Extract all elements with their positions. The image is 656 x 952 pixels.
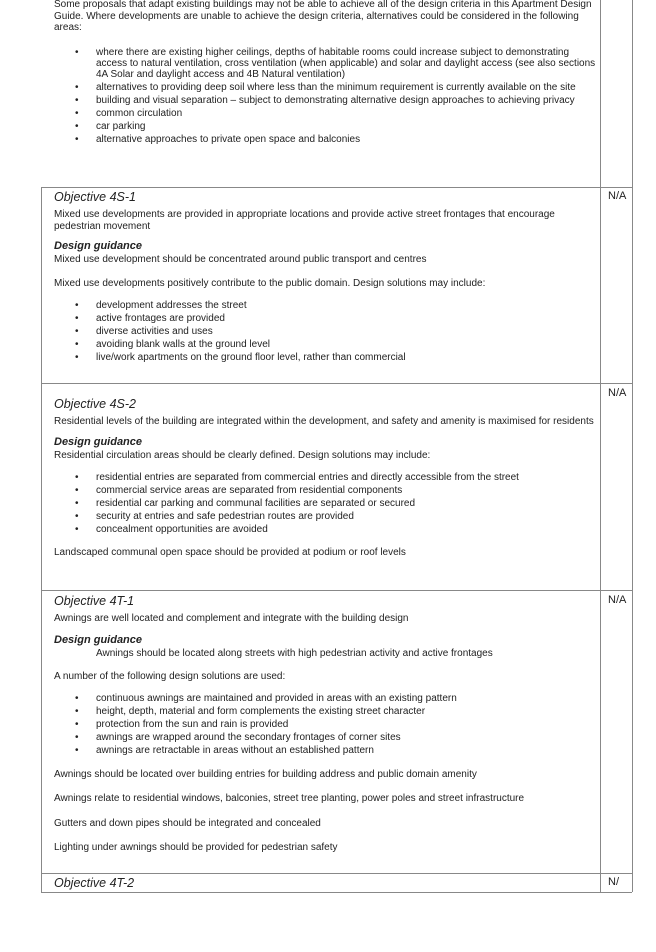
list-item: • residential car parking and communal facilities are separated or secured — [54, 498, 599, 509]
guidance-paragraph: Gutters and down pipes should be integrated and concealed — [54, 817, 321, 829]
na-cell: N/A — [608, 594, 627, 606]
list-item: • continuous awnings are maintained and provided in areas with an existing pattern — [54, 693, 599, 704]
objective-statement: Residential levels of the building are integrated within the development, and safety and amenity is maximised for residents — [54, 416, 594, 427]
list-item: • commercial service areas are separated from residential components — [54, 485, 599, 496]
list-item: • protection from the sun and rain is provided — [54, 719, 599, 730]
list-item: • live/work apartments on the ground floor level, rather than commercial — [54, 352, 599, 363]
list-item: • where there are existing higher ceilings, depths of habitable rooms could increase subject to demonstrating access to natural ventilation, cross ventilation (when applicable) and solar and daylight access (see also sections 4A Solar and daylight access and 4B Natural ventilation) — [54, 47, 599, 80]
objective-title: Objective 4S-2 — [54, 397, 136, 411]
na-cell: N/A — [608, 190, 627, 202]
intro-bullet-list — [54, 47, 599, 145]
guidance-paragraph: Awnings should be located over building entries for building address and public domain amenity — [54, 768, 477, 780]
list-item: • residential entries are separated from commercial entries and directly accessible from the street — [54, 472, 599, 483]
intro-text: Some proposals that adapt existing buildings may not be able to achieve all of the design criteria in this Apartment Design Guide. Where developments are unable to achieve the design criteria, alternatives could be considered in the following areas: — [54, 0, 592, 33]
table-bottom-border — [41, 892, 632, 893]
list-item: • building and visual separation – subject to demonstrating alternative design approaches to achieving privacy — [54, 95, 599, 106]
row-divider — [41, 187, 632, 188]
list-item: • awnings are wrapped around the secondary frontages of corner sites — [54, 732, 599, 743]
guidance-paragraph: Awnings should be located along streets with high pedestrian activity and active frontages — [96, 647, 493, 659]
list-item: • concealment opportunities are avoided — [54, 524, 599, 535]
design-guidance-heading: Design guidance — [54, 240, 143, 252]
guidance-paragraph: A number of the following design solutions are used: — [54, 671, 286, 682]
list-item: • awnings are retractable in areas without an established pattern — [54, 745, 599, 756]
design-guidance-heading: Design guidance — [54, 633, 143, 646]
guidance-bullet-list — [54, 300, 599, 363]
list-item: • diverse activities and uses — [54, 326, 599, 337]
column-divider — [600, 0, 601, 892]
list-item: • alternative approaches to private open space and balconies — [54, 134, 599, 145]
list-item: • common circulation — [54, 108, 599, 119]
objective-statement: Mixed use developments are provided in appropriate locations and provide active street frontages that encourage pedestrian movement — [54, 209, 555, 232]
guidance-paragraph: Lighting under awnings should be provided for pedestrian safety — [54, 842, 338, 853]
guidance-bullet-list — [54, 693, 599, 756]
na-cell: N/A — [608, 387, 627, 399]
guidance-paragraph: Residential circulation areas should be clearly defined. Design solutions may include: — [54, 449, 431, 461]
list-item: • alternatives to providing deep soil where less than the minimum requirement is currently available on the site — [54, 82, 599, 93]
list-item: • avoiding blank walls at the ground level — [54, 339, 599, 350]
list-item: • height, depth, material and form complements the existing street character — [54, 706, 599, 717]
objective-title: Objective 4T-1 — [54, 594, 135, 608]
design-guidance-heading: Design guidance — [54, 435, 143, 448]
na-cell: N/ — [608, 876, 619, 888]
guidance-paragraph: Landscaped communal open space should be provided at podium or roof levels — [54, 547, 406, 558]
guidance-paragraph: Mixed use development should be concentrated around public transport and centres — [54, 254, 427, 265]
objective-title: Objective 4S-1 — [54, 190, 136, 204]
table-left-border — [41, 188, 42, 892]
objective-statement: Awnings are well located and complement and integrate with the building design — [54, 613, 409, 624]
list-item: • security at entries and safe pedestrian routes are provided — [54, 511, 599, 522]
guidance-paragraph: Awnings relate to residential windows, balconies, street tree planting, power poles and street infrastructure — [54, 793, 525, 804]
list-item: • active frontages are provided — [54, 313, 599, 324]
table-right-border — [632, 0, 633, 892]
guidance-bullet-list — [54, 472, 599, 535]
row-divider — [41, 590, 632, 591]
list-item: • car parking — [54, 121, 599, 132]
objective-title: Objective 4T-2 — [54, 876, 135, 890]
row-divider — [41, 383, 632, 384]
list-item: • development addresses the street — [54, 300, 599, 311]
row-divider — [41, 873, 632, 874]
guidance-paragraph: Mixed use developments positively contribute to the public domain. Design solutions may include: — [54, 277, 486, 289]
